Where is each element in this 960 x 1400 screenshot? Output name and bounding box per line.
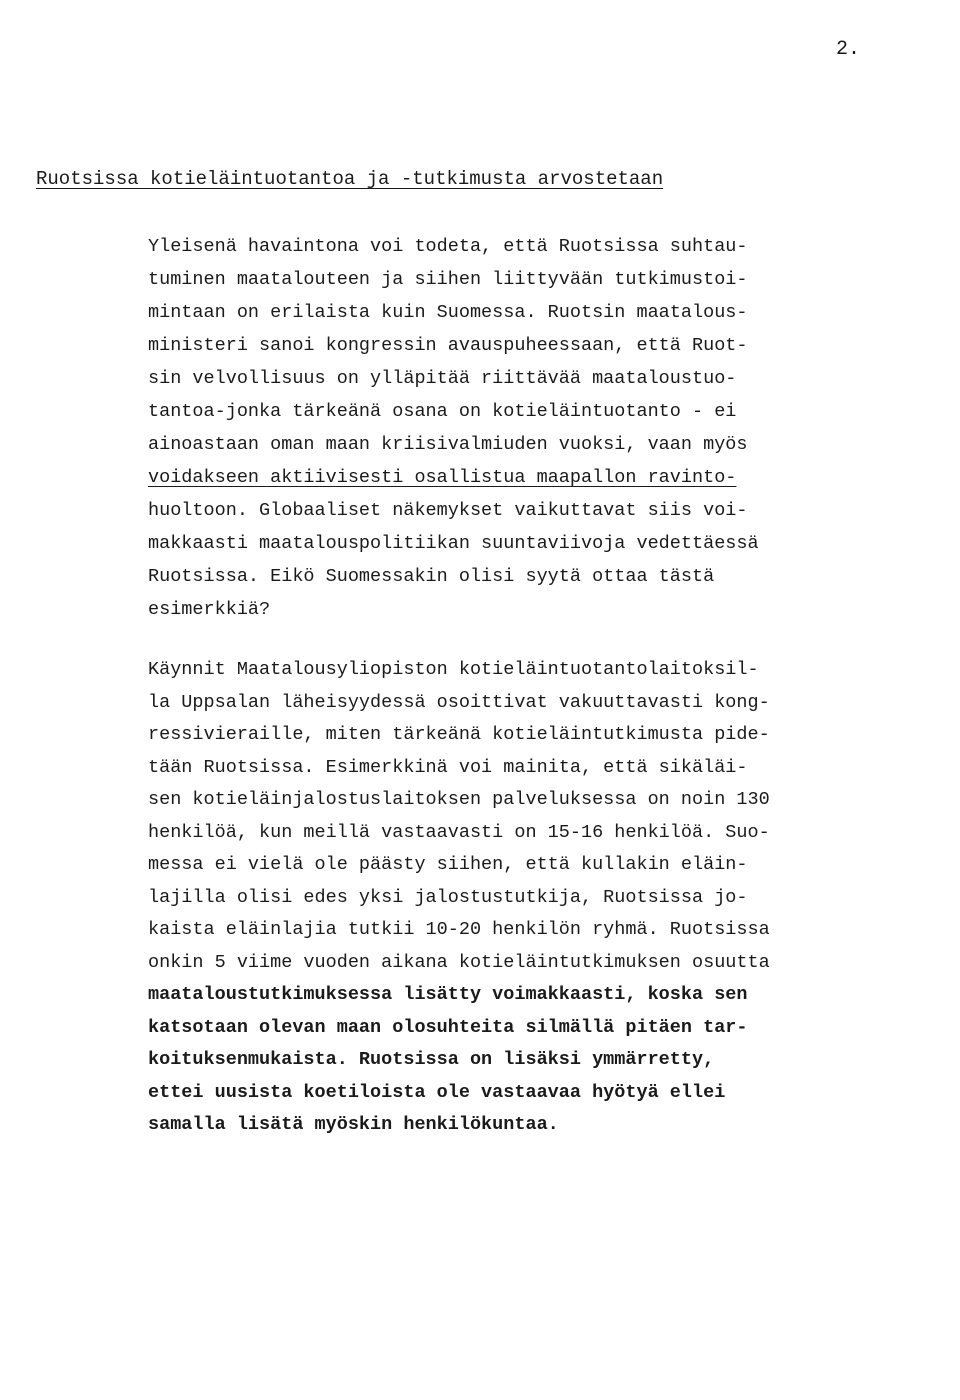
- text-line-underlined: voidakseen aktiivisesti osallistua maapallon ravinto-: [148, 467, 737, 488]
- text-line: henkilöä, kun meillä vastaavasti on 15-16 henkilöä. Suo-: [148, 821, 770, 843]
- text-line: ressivieraille, miten tärkeänä kotieläintutkimusta pide-: [148, 724, 770, 745]
- text-line: tuminen maatalouteen ja siihen liittyvään tutkimustoi-: [148, 269, 748, 290]
- text-line: huoltoon. Globaaliset näkemykset vaikuttavat siis voi-: [148, 500, 748, 521]
- text-line: la Uppsalan läheisyydessä osoittivat vakuuttavasti kong-: [148, 691, 770, 713]
- text-line: lajilla olisi edes yksi jalostustutkija, Ruotsissa jo-: [148, 886, 748, 908]
- paragraph-2: [148, 654, 770, 1142]
- text-line: Yleisenä havaintona voi todeta, että Ruotsissa suhtau-: [148, 236, 748, 257]
- text-line: tantoa-jonka tärkeänä osana on kotieläintuotanto - ei: [148, 401, 737, 422]
- text-line: Ruotsissa. Eikö Suomessakin olisi syytä ottaa tästä: [148, 566, 715, 587]
- text-line: kaista eläinlajia tutkii 10-20 henkilön ryhmä. Ruotsissa: [148, 919, 770, 940]
- text-line: ainoastaan oman maan kriisivalmiuden vuoksi, vaan myös: [148, 434, 748, 455]
- text-line: sin velvollisuus on ylläpitää riittävää maataloustuo-: [148, 368, 737, 389]
- text-line: sen kotieläinjalostuslaitoksen palveluksessa on noin 130: [148, 789, 770, 810]
- paragraph-1: [148, 230, 759, 626]
- text-line: makkaasti maatalouspolitiikan suuntaviivoja vedettäessä: [148, 533, 759, 554]
- text-line: messa ei vielä ole päästy siihen, että kullakin eläin-: [148, 854, 748, 875]
- text-line: tään Ruotsissa. Esimerkkinä voi mainita, että sikäläi-: [148, 756, 748, 778]
- section-heading: Ruotsissa kotieläintuotantoa ja -tutkimusta arvostetaan: [36, 168, 664, 190]
- text-line: ettei uusista koetiloista ole vastaavaa hyötyä ellei: [148, 1081, 726, 1103]
- text-line: ministeri sanoi kongressin avauspuheessaan, että Ruot-: [148, 335, 748, 356]
- page-number: 2.: [836, 38, 861, 61]
- text-line: samalla lisätä myöskin henkilökuntaa.: [148, 1114, 559, 1135]
- text-line: mintaan on erilaista kuin Suomessa. Ruotsin maatalous-: [148, 302, 748, 323]
- text-line: Käynnit Maatalousyliopiston kotieläintuotantolaitoksil-: [148, 659, 759, 680]
- text-line: katsotaan olevan maan olosuhteita silmällä pitäen tar-: [148, 1016, 748, 1038]
- text-line: esimerkkiä?: [148, 599, 271, 620]
- text-line: maataloustutkimuksessa lisätty voimakkaasti, koska sen: [148, 984, 748, 1005]
- text-line: koituksenmukaista. Ruotsissa on lisäksi ymmärretty,: [148, 1049, 715, 1070]
- text-line: onkin 5 viime vuoden aikana kotieläintutkimuksen osuutta: [148, 951, 770, 973]
